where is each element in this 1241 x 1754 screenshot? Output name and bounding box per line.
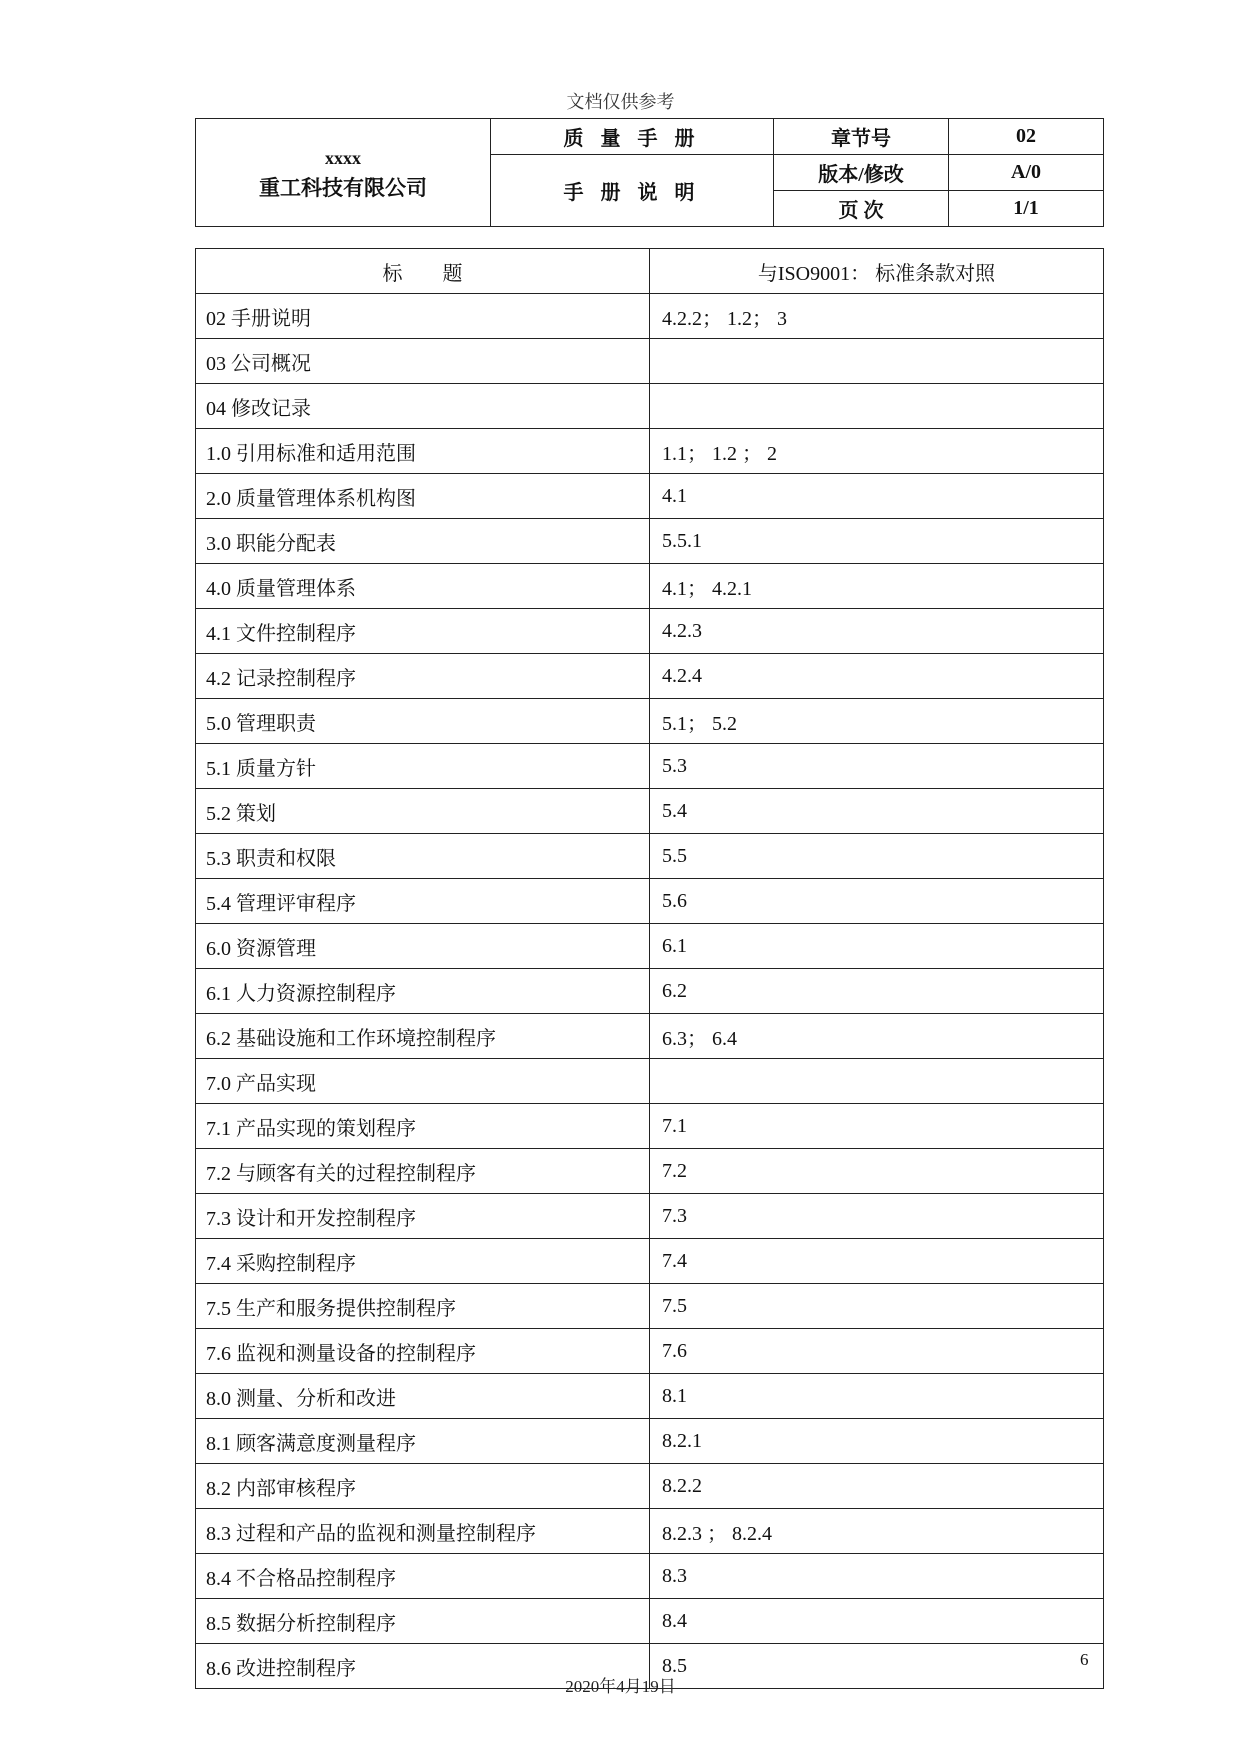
row-iso-clause xyxy=(650,1059,1104,1104)
column-header-iso-clause: 与ISO9001： 标准条款对照 xyxy=(650,249,1104,294)
table-row xyxy=(196,1149,1104,1194)
row-title: 8.0 测量、分析和改进 xyxy=(196,1374,650,1419)
footer-date: 2020年4月19日 xyxy=(565,1677,676,1696)
row-title: 02 手册说明 xyxy=(196,294,650,339)
table-row xyxy=(196,294,1104,339)
row-title: 4.1 文件控制程序 xyxy=(196,609,650,654)
row-title: 7.6 监视和测量设备的控制程序 xyxy=(196,1329,650,1374)
clause-mapping-table xyxy=(195,248,1104,1689)
row-iso-clause: 8.5 xyxy=(650,1644,1104,1689)
version-value: A/0 xyxy=(949,155,1104,191)
row-iso-clause: 8.4 xyxy=(650,1599,1104,1644)
row-title: 5.2 策划 xyxy=(196,789,650,834)
row-iso-clause: 4.1 xyxy=(650,474,1104,519)
row-iso-clause: 5.5 xyxy=(650,834,1104,879)
row-title: 3.0 职能分配表 xyxy=(196,519,650,564)
row-iso-clause: 6.1 xyxy=(650,924,1104,969)
row-title: 04 修改记录 xyxy=(196,384,650,429)
row-iso-clause: 7.4 xyxy=(650,1239,1104,1284)
row-title: 7.5 生产和服务提供控制程序 xyxy=(196,1284,650,1329)
row-title: 4.2 记录控制程序 xyxy=(196,654,650,699)
row-iso-clause: 8.1 xyxy=(650,1374,1104,1419)
section-title: 手 册 说 明 xyxy=(491,155,774,227)
table-row xyxy=(196,789,1104,834)
table-row xyxy=(196,609,1104,654)
table-row xyxy=(196,834,1104,879)
row-title: 1.0 引用标准和适用范围 xyxy=(196,429,650,474)
row-iso-clause: 8.2.1 xyxy=(650,1419,1104,1464)
row-title: 4.0 质量管理体系 xyxy=(196,564,650,609)
document-header-table xyxy=(195,118,1104,227)
chapter-value: 02 xyxy=(949,119,1104,155)
row-title: 7.1 产品实现的策划程序 xyxy=(196,1104,650,1149)
version-label: 版本/修改 xyxy=(774,155,949,191)
table-row xyxy=(196,1599,1104,1644)
row-title: 6.1 人力资源控制程序 xyxy=(196,969,650,1014)
row-title: 7.4 采购控制程序 xyxy=(196,1239,650,1284)
row-iso-clause: 5.1； 5.2 xyxy=(650,699,1104,744)
row-title: 6.2 基础设施和工作环境控制程序 xyxy=(196,1014,650,1059)
row-title: 2.0 质量管理体系机构图 xyxy=(196,474,650,519)
table-row xyxy=(196,1284,1104,1329)
row-iso-clause: 6.3； 6.4 xyxy=(650,1014,1104,1059)
row-iso-clause: 5.3 xyxy=(650,744,1104,789)
table-row xyxy=(196,1014,1104,1059)
row-iso-clause: 7.5 xyxy=(650,1284,1104,1329)
row-iso-clause: 7.3 xyxy=(650,1194,1104,1239)
table-row xyxy=(196,1194,1104,1239)
row-title: 5.0 管理职责 xyxy=(196,699,650,744)
chapter-label: 章节号 xyxy=(774,119,949,155)
row-iso-clause: 6.2 xyxy=(650,969,1104,1014)
table-header-row xyxy=(196,249,1104,294)
row-title: 7.2 与顾客有关的过程控制程序 xyxy=(196,1149,650,1194)
manual-name: 质 量 手 册 xyxy=(491,119,774,155)
row-iso-clause: 4.2.2； 1.2； 3 xyxy=(650,294,1104,339)
table-row xyxy=(196,1554,1104,1599)
table-row xyxy=(196,744,1104,789)
row-title: 7.0 产品实现 xyxy=(196,1059,650,1104)
page-label: 页 次 xyxy=(774,191,949,227)
row-iso-clause: 5.6 xyxy=(650,879,1104,924)
row-iso-clause: 4.1； 4.2.1 xyxy=(650,564,1104,609)
row-iso-clause: 5.5.1 xyxy=(650,519,1104,564)
row-title: 8.2 内部审核程序 xyxy=(196,1464,650,1509)
table-row xyxy=(196,1329,1104,1374)
row-iso-clause: 1.1； 1.2 ； 2 xyxy=(650,429,1104,474)
table-row xyxy=(196,1239,1104,1284)
table-row xyxy=(196,699,1104,744)
table-row xyxy=(196,654,1104,699)
row-title: 8.4 不合格品控制程序 xyxy=(196,1554,650,1599)
row-title: 5.1 质量方针 xyxy=(196,744,650,789)
table-row xyxy=(196,879,1104,924)
row-title: 8.3 过程和产品的监视和测量控制程序 xyxy=(196,1509,650,1554)
table-row xyxy=(196,924,1104,969)
row-iso-clause xyxy=(650,339,1104,384)
row-iso-clause xyxy=(650,384,1104,429)
row-title: 5.4 管理评审程序 xyxy=(196,879,650,924)
row-iso-clause: 7.6 xyxy=(650,1329,1104,1374)
table-row xyxy=(196,519,1104,564)
table-row xyxy=(196,1374,1104,1419)
row-iso-clause: 7.1 xyxy=(650,1104,1104,1149)
row-iso-clause: 4.2.3 xyxy=(650,609,1104,654)
row-title: 8.6 改进控制程序 xyxy=(196,1644,650,1689)
row-title: 5.3 职责和权限 xyxy=(196,834,650,879)
table-row xyxy=(196,339,1104,384)
table-row xyxy=(196,564,1104,609)
table-row xyxy=(196,969,1104,1014)
row-title: 7.3 设计和开发控制程序 xyxy=(196,1194,650,1239)
company-name: 重工科技有限公司 xyxy=(259,175,427,200)
row-iso-clause: 4.2.4 xyxy=(650,654,1104,699)
row-title: 8.1 顾客满意度测量程序 xyxy=(196,1419,650,1464)
row-iso-clause: 7.2 xyxy=(650,1149,1104,1194)
column-header-title: 标 题 xyxy=(196,249,650,294)
table-row xyxy=(196,1464,1104,1509)
table-row xyxy=(196,429,1104,474)
row-iso-clause: 5.4 xyxy=(650,789,1104,834)
watermark-text: 文档仅供参考 xyxy=(566,92,675,112)
row-title: 03 公司概况 xyxy=(196,339,650,384)
table-row xyxy=(196,1104,1104,1149)
company-cell xyxy=(196,119,491,227)
table-row xyxy=(196,1059,1104,1104)
row-iso-clause: 8.2.2 xyxy=(650,1464,1104,1509)
table-row xyxy=(196,474,1104,519)
row-iso-clause: 8.2.3 ； 8.2.4 xyxy=(650,1509,1104,1554)
row-title: 8.5 数据分析控制程序 xyxy=(196,1599,650,1644)
row-title: 6.0 资源管理 xyxy=(196,924,650,969)
table-row xyxy=(196,1419,1104,1464)
page-number: 6 xyxy=(1080,1650,1089,1669)
row-iso-clause: 8.3 xyxy=(650,1554,1104,1599)
company-code: xxxx xyxy=(325,147,361,168)
page-value: 1/1 xyxy=(949,191,1104,227)
table-row xyxy=(196,1509,1104,1554)
table-row xyxy=(196,384,1104,429)
